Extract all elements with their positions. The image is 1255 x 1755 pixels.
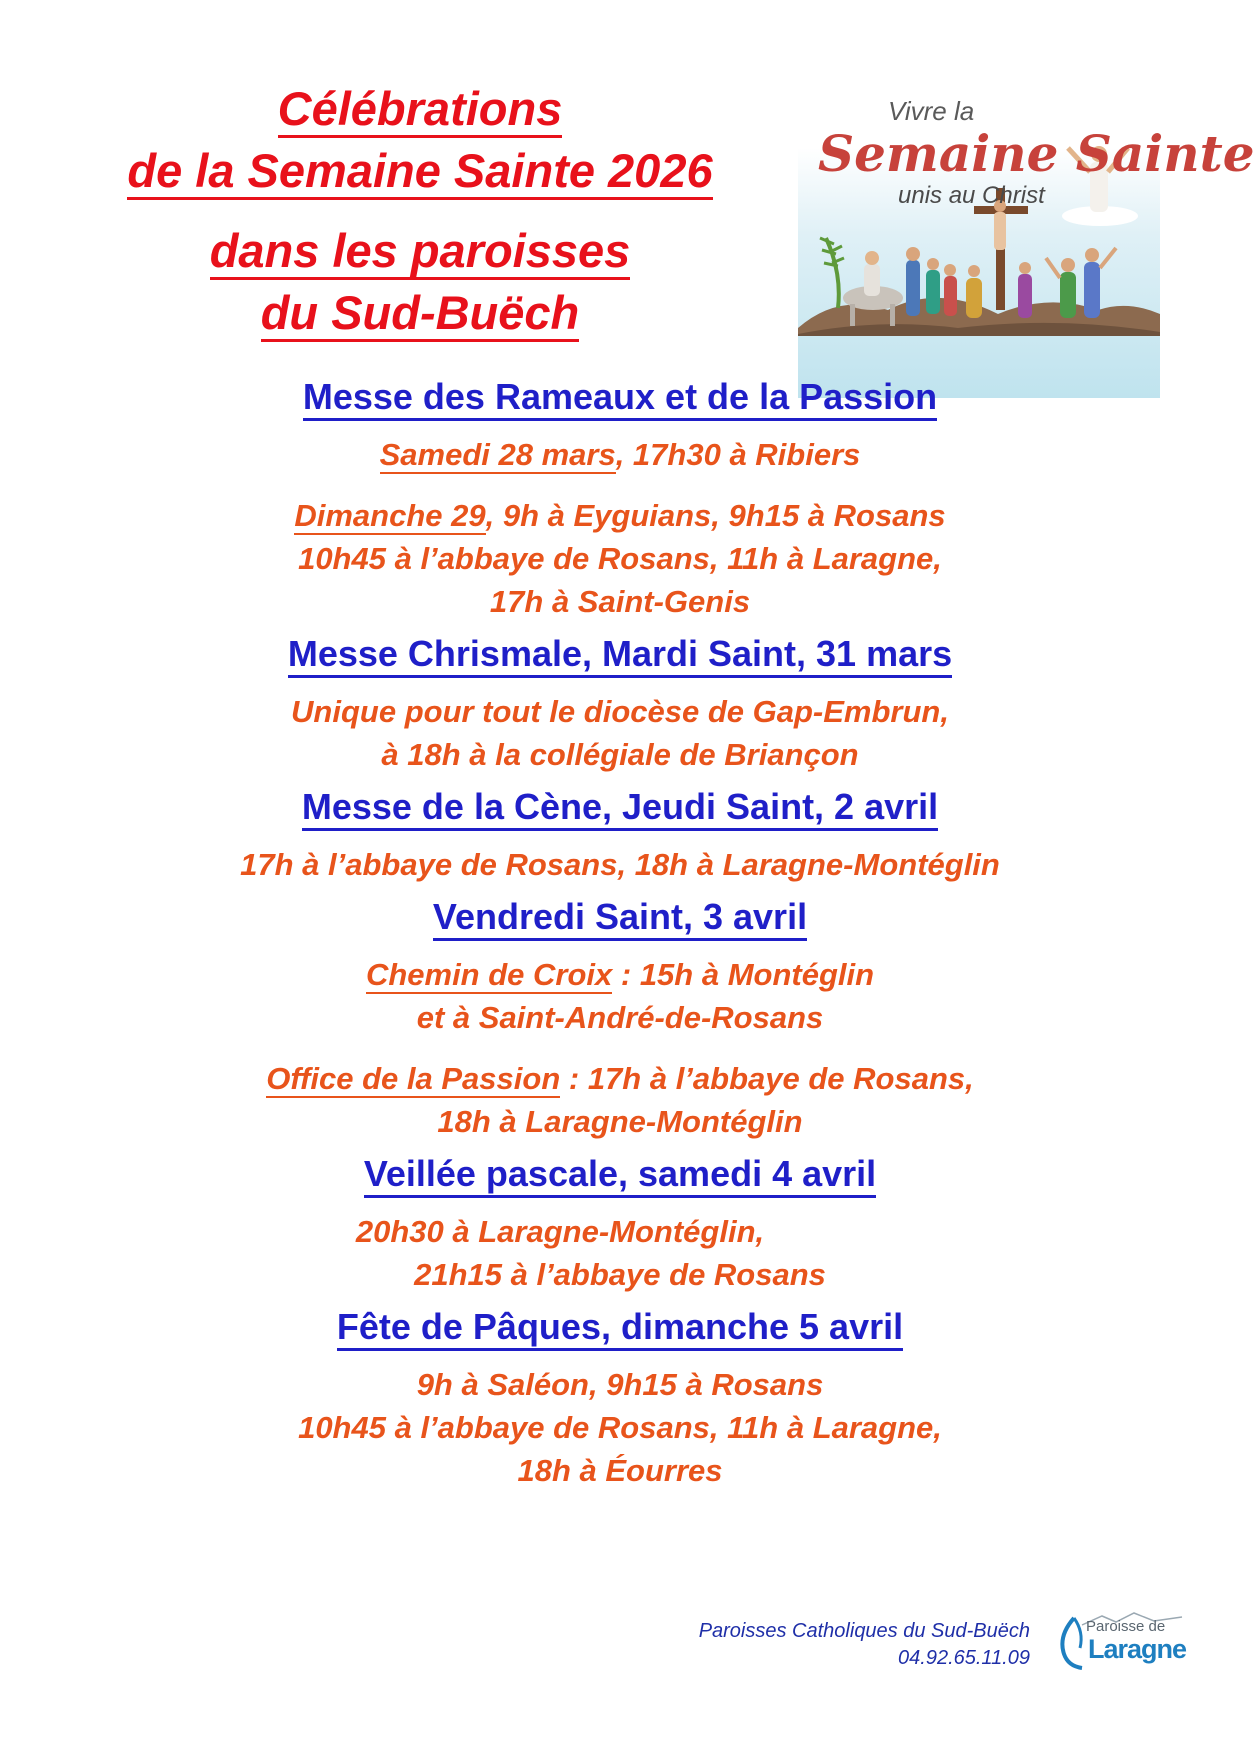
badge-line-2: Semaine Sainte	[818, 124, 1255, 183]
schedule-text: et à Saint-André-de-Rosans	[416, 1000, 824, 1035]
schedule-line	[120, 1363, 1120, 1406]
schedule-text: 18h à Laragne-Montéglin	[437, 1104, 803, 1139]
section-5	[120, 1306, 1120, 1492]
schedule-text: 21h15 à l’abbaye de Rosans	[414, 1257, 826, 1292]
page-title	[70, 78, 770, 344]
schedule-line	[120, 1406, 1120, 1449]
schedule-text: 10h45 à l’abbaye de Rosans, 11h à Laragne,	[298, 1410, 942, 1445]
schedule-text: : 17h à l’abbaye de Rosans,	[560, 1061, 974, 1096]
footer-contact	[560, 1618, 1030, 1672]
section-0	[120, 376, 1120, 623]
badge-line-3: unis au Christ	[898, 182, 1045, 209]
schedule-paragraph	[120, 1210, 1120, 1296]
schedule-text: 18h à Éourres	[517, 1453, 723, 1488]
schedule-paragraph	[120, 1057, 1120, 1143]
schedule-line	[120, 953, 1120, 996]
schedule-line	[120, 494, 1120, 537]
schedule-text: 20h30 à Laragne-Montéglin,	[355, 1214, 765, 1249]
holy-week-illustration	[798, 88, 1255, 336]
schedule-paragraph	[120, 690, 1120, 776]
section-4	[120, 1153, 1120, 1296]
section-heading: Messe des Rameaux et de la Passion	[303, 376, 937, 421]
section-1	[120, 633, 1120, 776]
logo-small-text: Paroisse de	[1086, 1618, 1166, 1635]
day-label: Office de la Passion	[266, 1061, 561, 1096]
schedule-text: : 15h à Montéglin	[612, 957, 875, 992]
day-label: Samedi 28 mars	[379, 437, 616, 472]
day-label: Chemin de Croix	[365, 957, 613, 992]
schedule-paragraph	[120, 1363, 1120, 1492]
schedule-text: à 18h à la collégiale de Briançon	[381, 737, 859, 772]
schedule-line	[120, 537, 1120, 580]
schedule-line	[120, 843, 1120, 886]
parish-logo	[1052, 1614, 1187, 1672]
schedule-text: 9h à Saléon, 9h15 à Rosans	[416, 1367, 824, 1402]
schedule-line	[120, 1253, 1120, 1296]
logo-big-text: Laragne	[1088, 1634, 1187, 1664]
schedule-text: 10h45 à l’abbaye de Rosans, 11h à Laragne,	[298, 541, 942, 576]
schedule-line	[120, 1449, 1120, 1492]
schedule-text: 17h à Saint-Genis	[489, 584, 751, 619]
schedule-line	[120, 996, 1120, 1039]
schedule-line	[120, 580, 1120, 623]
title-line-3: dans les paroisses	[210, 225, 631, 280]
schedule-paragraph	[120, 433, 1120, 476]
badge-line-1: Vivre la	[888, 96, 975, 126]
section-heading: Veillée pascale, samedi 4 avril	[364, 1153, 876, 1198]
schedule-line	[120, 1100, 1120, 1143]
schedule-text: , 17h30 à Ribiers	[615, 437, 861, 472]
section-heading: Fête de Pâques, dimanche 5 avril	[337, 1306, 903, 1351]
footer-organization: Paroisses Catholiques du Sud-Buëch	[698, 1620, 1030, 1642]
title-line-1: Célébrations	[278, 83, 563, 138]
title-line-2: de la Semaine Sainte 2026	[127, 145, 712, 200]
section-3	[120, 896, 1120, 1143]
schedule-line	[120, 690, 1120, 733]
schedule-paragraph	[120, 494, 1120, 623]
schedule-line	[60, 1210, 1060, 1253]
schedule-paragraph	[120, 843, 1120, 886]
day-label: Dimanche 29	[294, 498, 486, 533]
schedule-text: , 9h à Eyguians, 9h15 à Rosans	[485, 498, 946, 533]
section-heading: Messe de la Cène, Jeudi Saint, 2 avril	[302, 786, 938, 831]
schedule-line	[120, 733, 1120, 776]
schedule-text: Unique pour tout le diocèse de Gap-Embrun,	[291, 694, 949, 729]
schedule-line	[120, 433, 1120, 476]
schedule-line	[120, 1057, 1120, 1100]
section-2	[120, 786, 1120, 886]
footer-phone: 04.92.65.11.09	[898, 1647, 1030, 1669]
schedule-paragraph	[120, 953, 1120, 1039]
schedule	[120, 376, 1120, 1502]
schedule-text: 17h à l’abbaye de Rosans, 18h à Laragne-Montéglin	[240, 847, 1000, 882]
section-heading: Vendredi Saint, 3 avril	[433, 896, 807, 941]
title-line-4: du Sud-Buëch	[261, 287, 580, 342]
section-heading: Messe Chrismale, Mardi Saint, 31 mars	[288, 633, 952, 678]
